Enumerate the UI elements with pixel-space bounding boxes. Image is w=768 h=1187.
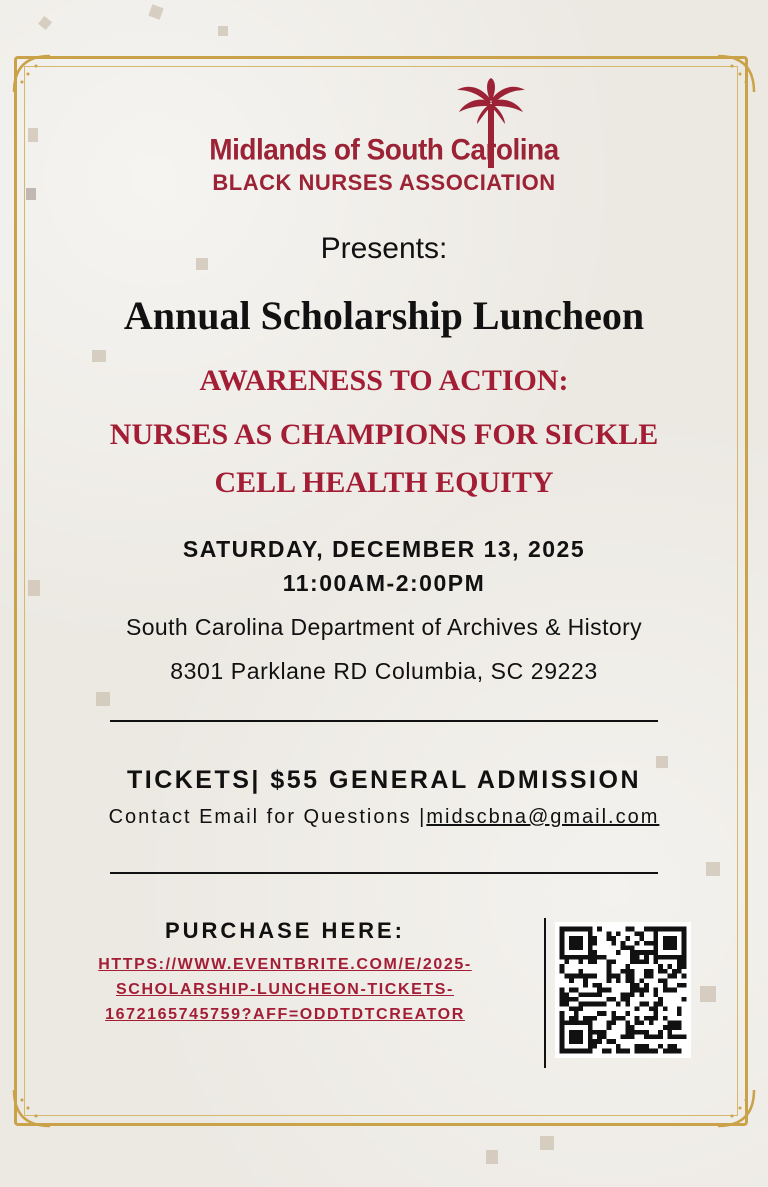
event-address: 8301 Parklane RD Columbia, SC 29223 bbox=[170, 658, 598, 684]
event-time: 11:00AM-2:00PM bbox=[282, 570, 486, 596]
confetti-decoration bbox=[540, 1136, 554, 1150]
tickets-price: TICKETS| $55 GENERAL ADMISSION bbox=[126, 766, 641, 794]
corner-ornament-icon bbox=[702, 1074, 758, 1130]
vertical-divider bbox=[544, 918, 546, 1068]
purchase-label: PURCHASE HERE: bbox=[164, 918, 406, 943]
corner-ornament-icon bbox=[702, 52, 758, 108]
theme-line: CELL HEALTH EQUITY bbox=[214, 466, 554, 499]
theme-line: AWARENESS TO ACTION: bbox=[199, 364, 569, 397]
org-name-line1: Midlands of South Carolina bbox=[209, 133, 559, 166]
purchase-url-link[interactable] bbox=[40, 952, 530, 1027]
theme-line: NURSES AS CHAMPIONS FOR SICKLE bbox=[109, 418, 659, 451]
contact-prefix: Contact Email for Questions | bbox=[108, 806, 427, 828]
contact-email-link[interactable]: midscbna@gmail.com bbox=[426, 806, 660, 828]
event-venue: South Carolina Department of Archives & History bbox=[125, 614, 643, 640]
confetti-decoration bbox=[486, 1150, 498, 1164]
divider bbox=[110, 872, 658, 874]
divider bbox=[110, 720, 658, 722]
confetti-decoration bbox=[218, 26, 228, 36]
purchase-url-line[interactable]: SCHOLARSHIP-LUNCHEON-TICKETS- bbox=[116, 981, 454, 998]
org-name-line2: BLACK NURSES ASSOCIATION bbox=[212, 170, 556, 195]
purchase-url-line[interactable]: HTTPS://WWW.EVENTBRITE.COM/E/2025- bbox=[98, 956, 472, 973]
qr-code-icon[interactable] bbox=[555, 922, 691, 1058]
corner-ornament-icon bbox=[10, 1074, 66, 1130]
purchase-url-line[interactable]: 1672165745759?AFF=ODDTDTCREATOR bbox=[105, 1006, 465, 1023]
contact-line bbox=[0, 806, 768, 829]
event-title: Annual Scholarship Luncheon bbox=[123, 293, 645, 338]
corner-ornament-icon bbox=[10, 52, 66, 108]
presents-label: Presents: bbox=[320, 232, 448, 265]
event-date: SATURDAY, DECEMBER 13, 2025 bbox=[182, 536, 586, 562]
